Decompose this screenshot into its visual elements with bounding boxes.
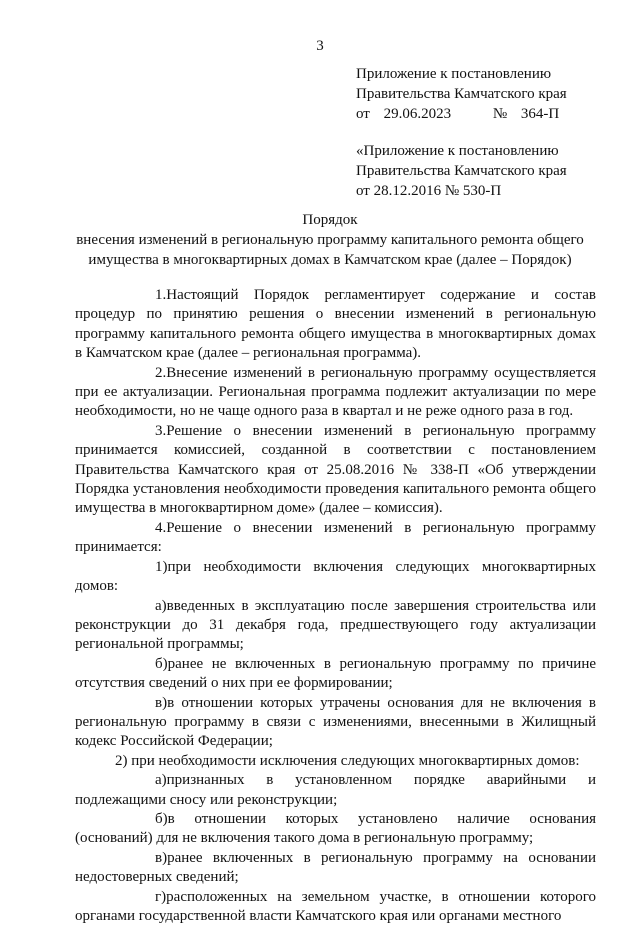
paragraph-number: 4. xyxy=(155,519,167,536)
paragraph-text: в отношении которых установлено наличие основания (оснований) для не включения такого дома в региональную программу; xyxy=(75,810,596,847)
appendix-line: «Приложение к постановлению xyxy=(356,143,559,159)
appendix-header-new xyxy=(356,64,567,124)
paragraph-number: 1) xyxy=(155,558,168,575)
paragraph xyxy=(75,597,596,655)
paragraph-text: расположенных на земельном участке, в отношении которого органами государственной власти Камчатского края или органами местного xyxy=(75,888,596,924)
paragraph xyxy=(75,286,596,364)
paragraph-number: а) xyxy=(155,597,167,614)
appendix-line: Правительства Камчатского края xyxy=(356,86,567,102)
paragraph-text: Решение о внесении изменений в региональную программу принимается комиссией, созданной в соответствии с постановлением Правительства Камчатского края от 25.08.2016 № 338-П «Об утверждении Порядка установления необходимости проведения капитального ремонта общего имущества в многоквартирном доме» (далее – комиссия). xyxy=(75,422,596,517)
date-prefix: от xyxy=(356,106,370,122)
paragraph-text: ранее не включенных в региональную программу по причине отсутствия сведений о них при ее формировании; xyxy=(75,655,596,692)
paragraph xyxy=(75,364,596,422)
paragraph xyxy=(75,558,596,597)
paragraph xyxy=(75,849,596,888)
paragraph-number: 1. xyxy=(155,287,167,303)
paragraph xyxy=(75,422,596,519)
paragraph-text: при необходимости включения следующих многоквартирных домов: xyxy=(75,558,596,595)
paragraph xyxy=(75,771,596,810)
paragraph-text: Внесение изменений в региональную программу осуществляется при ее актуализации. Региональная программа подлежит актуализации по мере необходимости, но не чаще одного раза в квартал и не реже одного раза в год. xyxy=(75,364,596,420)
appendix-line: от 28.12.2016 № 530-П xyxy=(356,183,502,199)
title-heading: Порядок xyxy=(302,212,358,228)
title-subtitle: внесения изменений в региональную программу капитального ремонта общего имущества в многоквартирных домах в Камчатском крае (далее – Порядок) xyxy=(76,232,584,268)
document-title xyxy=(60,210,600,270)
paragraph-number: а) xyxy=(155,772,167,789)
decree-date: 29.06.2023 xyxy=(383,106,452,122)
paragraph-text: Настоящий Порядок регламентирует содержание и состав процедур по принятию решения о внесении изменений в региональную программу капитального ремонта общего имущества в многоквартирных домах в Камчатском крае (далее – региональная программа). xyxy=(75,287,596,362)
paragraph-number: в) xyxy=(155,849,168,866)
paragraph xyxy=(75,694,596,752)
paragraph-number: в) xyxy=(155,694,168,711)
paragraph-number: 2. xyxy=(155,364,167,381)
number-prefix: № xyxy=(492,106,508,122)
paragraph-text: введенных в эксплуатацию после завершения строительства или реконструкции до 31 декабря года, предшествующего году актуализации региональной программы; xyxy=(75,597,596,653)
paragraph-number: г) xyxy=(155,888,167,905)
paragraph xyxy=(75,888,596,926)
paragraph-number: 3. xyxy=(155,422,167,439)
paragraph-number: б) xyxy=(155,810,168,827)
appendix-line: Правительства Камчатского края xyxy=(356,163,567,179)
paragraph-text: Решение о внесении изменений в региональную программу принимается: xyxy=(75,519,596,556)
paragraph-number: б) xyxy=(155,655,168,672)
paragraph xyxy=(75,655,596,694)
appendix-date-line xyxy=(356,104,567,124)
appendix-line: Приложение к постановлению xyxy=(356,66,552,82)
paragraph xyxy=(75,752,596,771)
paragraph xyxy=(75,519,596,558)
paragraph-text: признанных в установленном порядке аварийными и подлежащими сносу или реконструкции; xyxy=(75,772,596,808)
document-body xyxy=(75,286,596,926)
paragraph xyxy=(75,810,596,849)
paragraph-text: в отношении которых утрачены основания для не включения в региональную программу в связи с изменениями, внесенными в Жилищный кодекс Российской Федерации; xyxy=(75,694,596,750)
paragraph-text: ранее включенных в региональную программу на основании недостоверных сведений; xyxy=(75,849,596,886)
paragraph-text: 2) при необходимости исключения следующих многоквартирных домов: xyxy=(115,752,580,769)
decree-number: 364-П xyxy=(520,106,560,122)
appendix-header-old xyxy=(356,141,567,201)
page-number: 3 xyxy=(316,38,324,54)
